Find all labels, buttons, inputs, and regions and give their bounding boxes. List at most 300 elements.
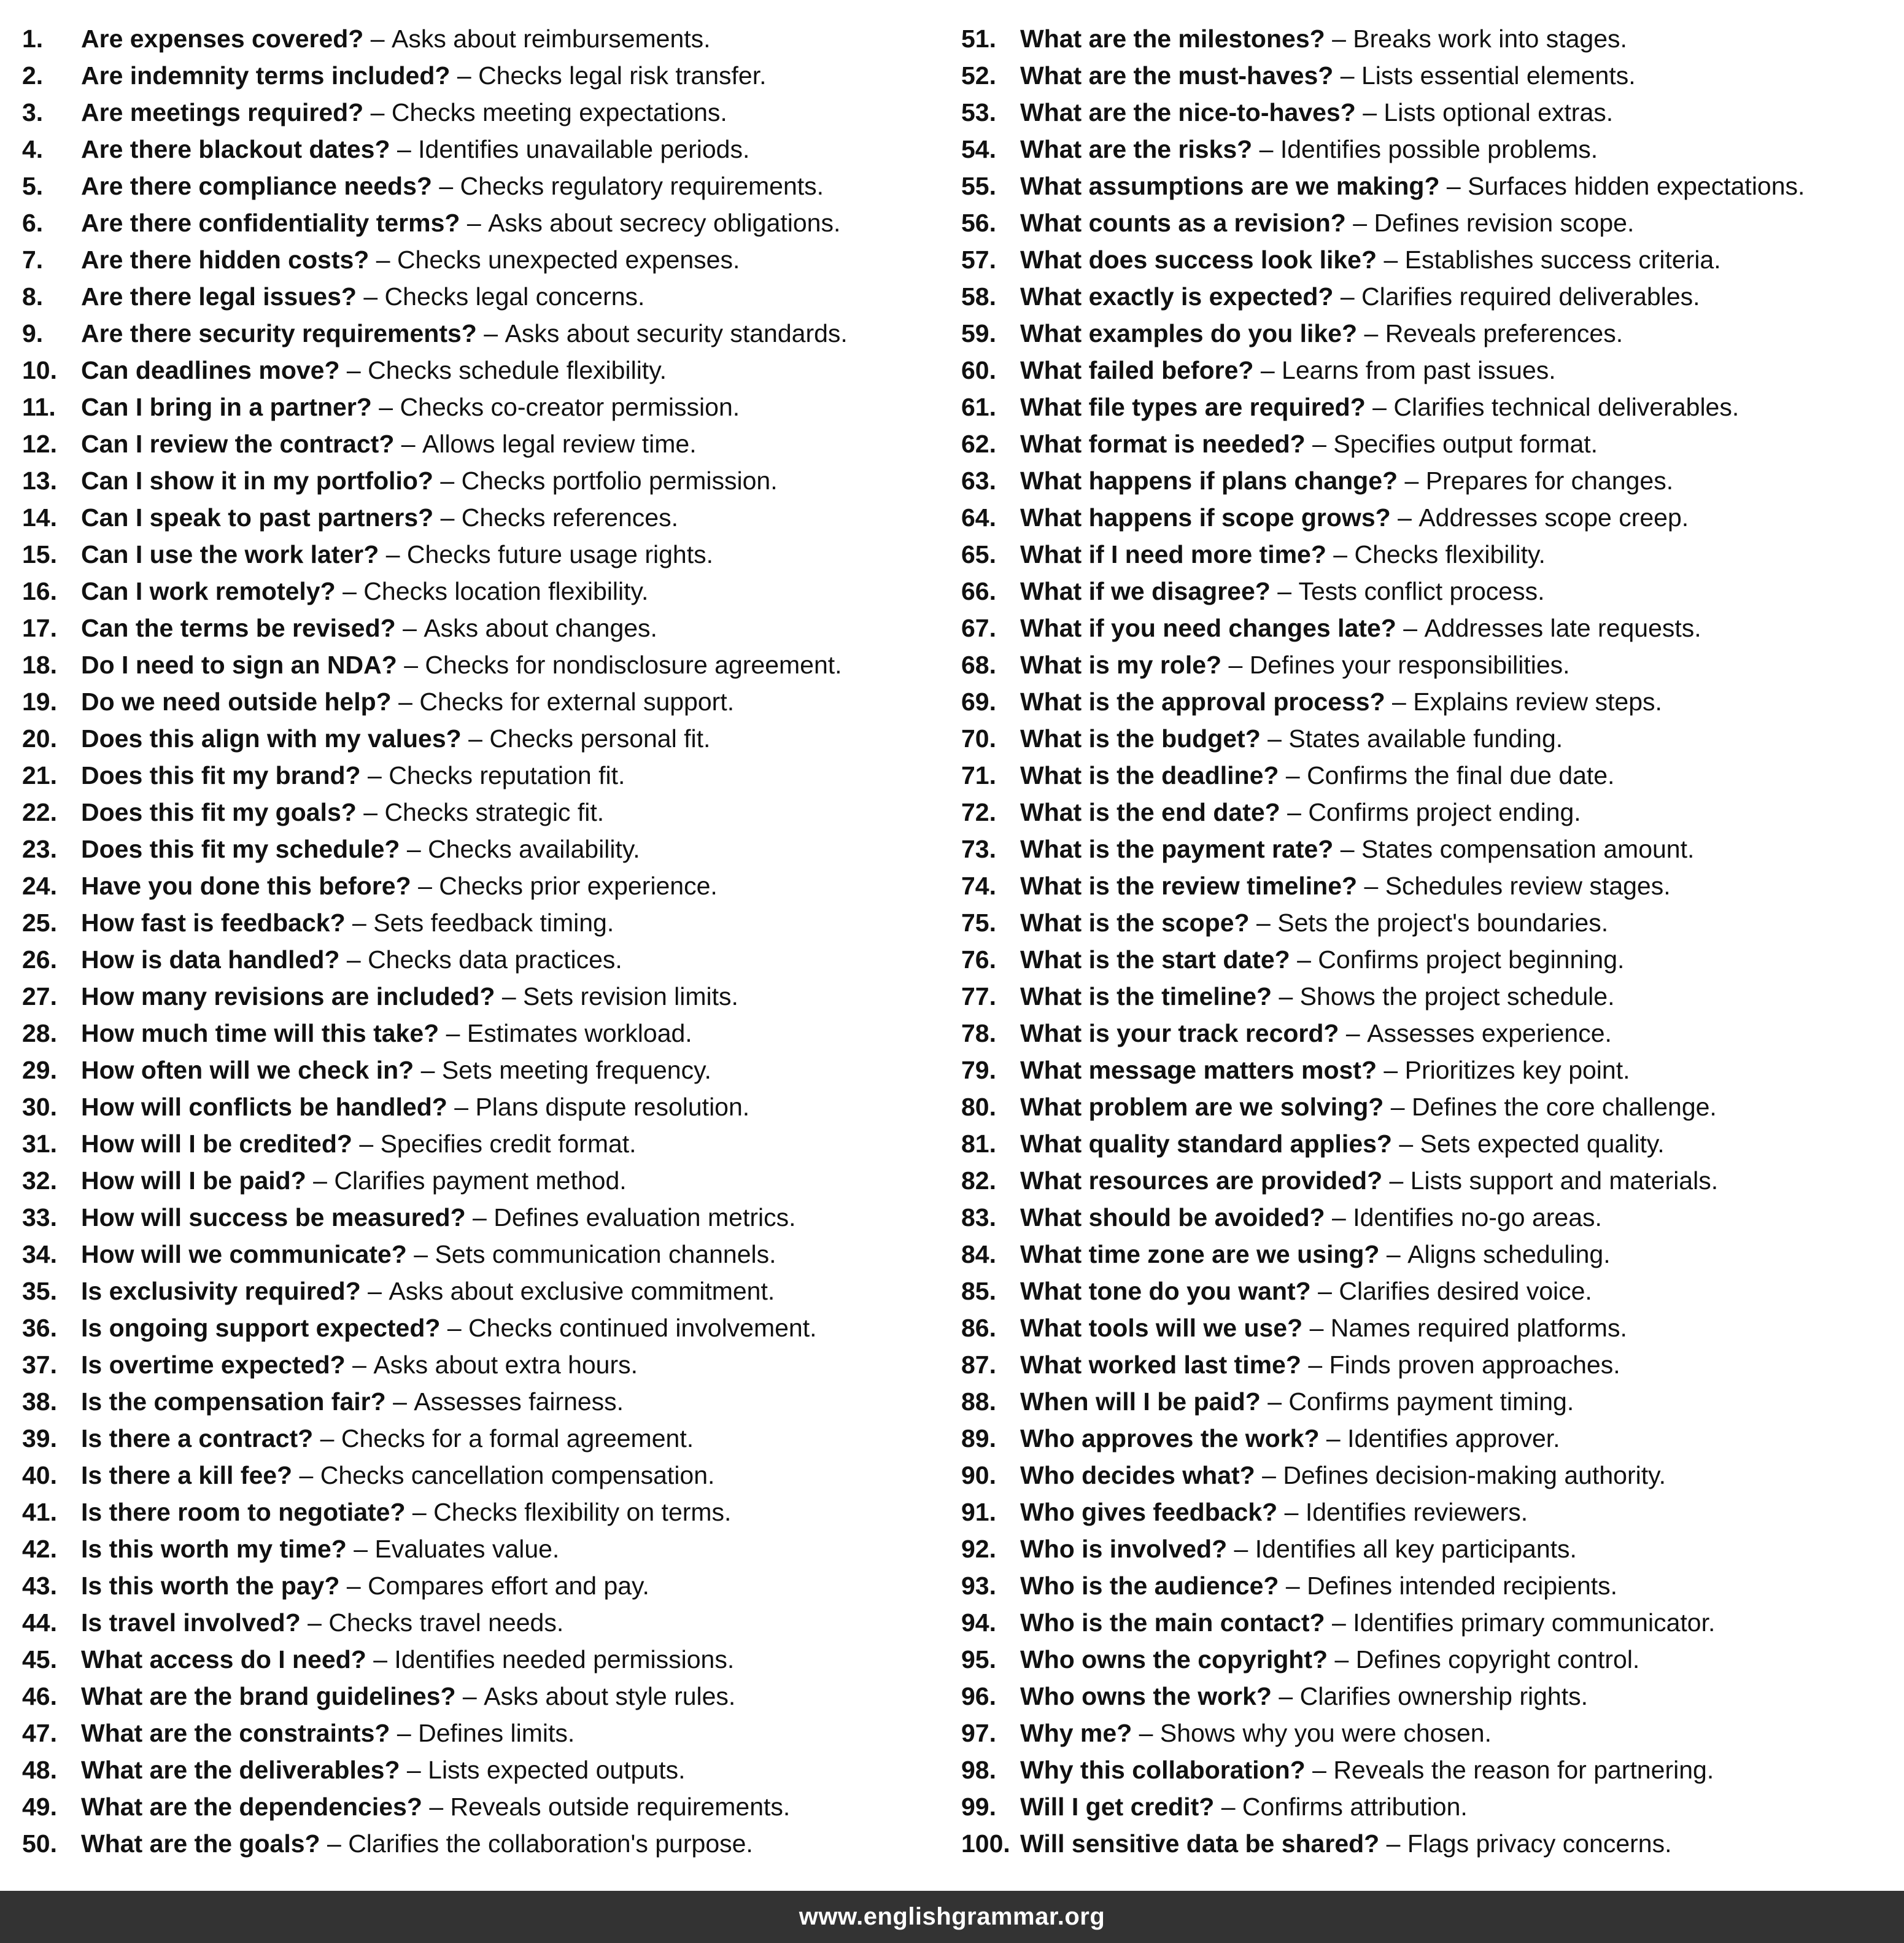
item-number: 87.	[961, 1351, 996, 1379]
item-number: 67.	[961, 614, 996, 642]
item-description: Defines revision scope.	[1374, 209, 1635, 237]
item-number: 84.	[961, 1240, 996, 1268]
item-separator: –	[385, 540, 400, 568]
item-question: When will I be paid?	[1020, 1387, 1261, 1416]
list-item	[961, 1236, 1894, 1273]
item-number: 18.	[22, 651, 57, 679]
item-separator: –	[393, 1387, 407, 1416]
item-question: What is my role?	[1020, 651, 1222, 679]
list-item	[961, 389, 1894, 425]
item-description: Checks regulatory requirements.	[460, 172, 824, 200]
item-description: Checks co-creator permission.	[400, 393, 740, 421]
item-question: Who gives feedback?	[1020, 1498, 1278, 1526]
item-question: Is the compensation fair?	[81, 1387, 386, 1416]
item-question: What should be avoided?	[1020, 1203, 1325, 1231]
item-description: Sets feedback timing.	[373, 909, 614, 937]
item-separator: –	[1260, 356, 1275, 384]
item-number: 17.	[22, 614, 57, 642]
item-description: Checks availability.	[428, 835, 640, 863]
item-number: 41.	[22, 1498, 57, 1526]
item-description: Clarifies ownership rights.	[1299, 1682, 1589, 1710]
item-number: 47.	[22, 1719, 57, 1747]
list-item	[22, 941, 943, 978]
list-item	[22, 1530, 943, 1567]
item-question: Do I need to sign an NDA?	[81, 651, 397, 679]
list-item	[961, 941, 1894, 978]
item-separator: –	[1363, 98, 1377, 126]
item-description: Confirms project beginning.	[1318, 945, 1625, 974]
list-item	[22, 1052, 943, 1088]
item-separator: –	[406, 835, 421, 863]
item-number: 73.	[961, 835, 996, 863]
item-number: 21.	[22, 761, 57, 789]
item-separator: –	[1386, 1240, 1401, 1268]
item-description: Lists optional extras.	[1383, 98, 1614, 126]
list-item	[22, 1199, 943, 1236]
list-item	[22, 389, 943, 425]
item-question: What is the review timeline?	[1020, 872, 1358, 900]
item-separator: –	[501, 982, 516, 1010]
item-question: Is travel involved?	[81, 1608, 301, 1637]
item-question: How is data handled?	[81, 945, 340, 974]
item-description: Identifies primary communicator.	[1353, 1608, 1716, 1637]
list-item	[22, 1383, 943, 1420]
item-description: Asks about security standards.	[505, 319, 848, 347]
item-question: Is this worth my time?	[81, 1535, 347, 1563]
item-question: What exactly is expected?	[1020, 282, 1334, 311]
item-separator: –	[418, 872, 432, 900]
item-description: Explains review steps.	[1413, 688, 1662, 716]
item-description: Checks flexibility.	[1354, 540, 1546, 568]
item-question: Who decides what?	[1020, 1461, 1255, 1489]
item-question: Can deadlines move?	[81, 356, 340, 384]
list-item	[961, 1199, 1894, 1236]
item-separator: –	[1386, 1829, 1401, 1858]
list-item	[22, 1641, 943, 1678]
list-item	[961, 1420, 1894, 1457]
item-question: How many revisions are included?	[81, 982, 495, 1010]
list-item	[22, 1788, 943, 1825]
item-question: What are the risks?	[1020, 135, 1253, 163]
item-number: 37.	[22, 1351, 57, 1379]
list-item	[961, 1125, 1894, 1162]
item-number: 72.	[961, 798, 996, 826]
item-number: 88.	[961, 1387, 996, 1416]
item-separator: –	[313, 1166, 327, 1195]
item-separator: –	[440, 503, 455, 532]
item-description: Checks travel needs.	[328, 1608, 564, 1637]
item-description: Lists support and materials.	[1410, 1166, 1719, 1195]
item-separator: –	[379, 393, 393, 421]
list-item	[961, 1641, 1894, 1678]
item-question: Why me?	[1020, 1719, 1132, 1747]
list-item	[961, 1457, 1894, 1494]
item-question: Are expenses covered?	[81, 25, 364, 53]
item-separator: –	[1353, 209, 1368, 237]
item-number: 48.	[22, 1756, 57, 1784]
item-description: Asks about reimbursements.	[391, 25, 711, 53]
item-number: 14.	[22, 503, 57, 532]
item-question: Can I bring in a partner?	[81, 393, 372, 421]
item-number: 82.	[961, 1166, 996, 1195]
item-description: Reveals preferences.	[1385, 319, 1623, 347]
item-description: Identifies possible problems.	[1280, 135, 1598, 163]
item-number: 1.	[22, 25, 44, 53]
item-question: Is overtime expected?	[81, 1351, 346, 1379]
item-question: Are meetings required?	[81, 98, 364, 126]
item-description: States compensation amount.	[1361, 835, 1695, 863]
item-number: 64.	[961, 503, 996, 532]
item-separator: –	[397, 1719, 411, 1747]
item-number: 50.	[22, 1829, 57, 1858]
item-question: Can I show it in my portfolio?	[81, 467, 433, 495]
footer-website[interactable]: www.englishgrammar.org	[799, 1903, 1105, 1930]
item-question: Have you done this before?	[81, 872, 411, 900]
item-question: Are there security requirements?	[81, 319, 477, 347]
list-item	[961, 425, 1894, 462]
item-separator: –	[454, 1093, 469, 1121]
item-number: 9.	[22, 319, 44, 347]
item-description: Defines copyright control.	[1355, 1645, 1640, 1673]
item-question: Can I work remotely?	[81, 577, 336, 605]
item-number: 69.	[961, 688, 996, 716]
item-description: Confirms project ending.	[1308, 798, 1581, 826]
item-number: 22.	[22, 798, 57, 826]
item-number: 32.	[22, 1166, 57, 1195]
item-number: 79.	[961, 1056, 996, 1084]
item-separator: –	[1297, 945, 1311, 974]
item-question: What are the dependencies?	[81, 1793, 422, 1821]
item-separator: –	[468, 724, 482, 753]
item-question: Will sensitive data be shared?	[1020, 1829, 1380, 1858]
item-separator: –	[1389, 1166, 1404, 1195]
item-description: Specifies output format.	[1333, 430, 1598, 458]
item-separator: –	[1399, 1130, 1414, 1158]
item-question: How will I be credited?	[81, 1130, 352, 1158]
item-number: 61.	[961, 393, 996, 421]
item-number: 60.	[961, 356, 996, 384]
item-question: What examples do you like?	[1020, 319, 1358, 347]
item-description: Aligns scheduling.	[1407, 1240, 1611, 1268]
list-item	[22, 794, 943, 831]
item-description: Checks legal risk transfer.	[478, 61, 767, 90]
item-description: Confirms attribution.	[1242, 1793, 1468, 1821]
item-number: 74.	[961, 872, 996, 900]
item-separator: –	[439, 172, 454, 200]
item-question: What if I need more time?	[1020, 540, 1326, 568]
item-number: 44.	[22, 1608, 57, 1637]
item-separator: –	[1221, 1793, 1236, 1821]
item-number: 29.	[22, 1056, 57, 1084]
list-item	[22, 1273, 943, 1309]
item-question: Who is the audience?	[1020, 1572, 1279, 1600]
list-item	[961, 610, 1894, 646]
item-number: 92.	[961, 1535, 996, 1563]
item-question: Who is the main contact?	[1020, 1608, 1325, 1637]
item-description: Asks about secrecy obligations.	[488, 209, 841, 237]
item-separator: –	[1364, 872, 1379, 900]
item-separator: –	[376, 246, 390, 274]
item-question: Is ongoing support expected?	[81, 1314, 441, 1342]
list-item	[22, 573, 943, 610]
item-number: 49.	[22, 1793, 57, 1821]
item-description: Checks strategic fit.	[384, 798, 605, 826]
list-item	[22, 315, 943, 352]
item-description: Checks flexibility on terms.	[433, 1498, 732, 1526]
item-question: What if we disagree?	[1020, 577, 1271, 605]
list-item	[22, 241, 943, 278]
list-item	[22, 536, 943, 573]
item-question: Will I get credit?	[1020, 1793, 1215, 1821]
item-question: What is the approval process?	[1020, 688, 1385, 716]
list-item	[961, 1346, 1894, 1383]
item-question: What tone do you want?	[1020, 1277, 1311, 1305]
item-description: Checks legal concerns.	[384, 282, 645, 311]
item-number: 35.	[22, 1277, 57, 1305]
item-question: What happens if scope grows?	[1020, 503, 1391, 532]
item-number: 95.	[961, 1645, 996, 1673]
item-separator: –	[440, 467, 455, 495]
list-item	[22, 1825, 943, 1862]
item-number: 65.	[961, 540, 996, 568]
item-number: 55.	[961, 172, 996, 200]
list-item	[961, 352, 1894, 389]
item-description: Reveals outside requirements.	[450, 1793, 791, 1821]
item-number: 26.	[22, 945, 57, 974]
item-number: 90.	[961, 1461, 996, 1489]
item-number: 77.	[961, 982, 996, 1010]
item-number: 10.	[22, 356, 57, 384]
item-separator: –	[1345, 1019, 1360, 1047]
list-item	[22, 683, 943, 720]
list-item	[961, 315, 1894, 352]
item-number: 98.	[961, 1756, 996, 1784]
item-question: What if you need changes late?	[1020, 614, 1396, 642]
list-item	[961, 831, 1894, 867]
item-separator: –	[327, 1829, 341, 1858]
item-question: What does success look like?	[1020, 246, 1377, 274]
list-item	[22, 831, 943, 867]
item-description: Addresses scope creep.	[1418, 503, 1689, 532]
item-number: 39.	[22, 1424, 57, 1452]
list-item	[22, 1604, 943, 1641]
list-item	[22, 757, 943, 794]
item-description: Identifies all key participants.	[1255, 1535, 1577, 1563]
list-item	[961, 462, 1894, 499]
item-question: Are there compliance needs?	[81, 172, 432, 200]
item-description: Estimates workload.	[466, 1019, 692, 1047]
item-description: Checks schedule flexibility.	[368, 356, 667, 384]
item-question: How often will we check in?	[81, 1056, 414, 1084]
item-separator: –	[320, 1424, 335, 1452]
item-separator: –	[359, 1130, 374, 1158]
item-question: What happens if plans change?	[1020, 467, 1398, 495]
item-separator: –	[473, 1203, 487, 1231]
item-separator: –	[1326, 1424, 1341, 1452]
item-description: Defines the core challenge.	[1411, 1093, 1717, 1121]
item-number: 99.	[961, 1793, 996, 1821]
item-number: 68.	[961, 651, 996, 679]
item-question: What time zone are we using?	[1020, 1240, 1380, 1268]
list-item	[961, 573, 1894, 610]
item-description: Tests conflict process.	[1298, 577, 1545, 605]
item-separator: –	[1332, 25, 1346, 53]
item-number: 86.	[961, 1314, 996, 1342]
list-item	[961, 204, 1894, 241]
item-number: 66.	[961, 577, 996, 605]
item-number: 71.	[961, 761, 996, 789]
item-separator: –	[484, 319, 498, 347]
item-number: 91.	[961, 1498, 996, 1526]
item-number: 78.	[961, 1019, 996, 1047]
item-number: 58.	[961, 282, 996, 311]
item-number: 94.	[961, 1608, 996, 1637]
item-separator: –	[1262, 1461, 1276, 1489]
item-description: Defines your responsibilities.	[1249, 651, 1570, 679]
item-question: Can I speak to past partners?	[81, 503, 434, 532]
list-item	[961, 1052, 1894, 1088]
item-separator: –	[346, 356, 361, 384]
item-separator: –	[462, 1682, 477, 1710]
item-number: 43.	[22, 1572, 57, 1600]
list-item	[22, 204, 943, 241]
item-separator: –	[412, 1498, 427, 1526]
list-item	[22, 425, 943, 462]
item-separator: –	[1256, 909, 1271, 937]
item-number: 31.	[22, 1130, 57, 1158]
item-separator: –	[346, 1572, 361, 1600]
item-description: Sets expected quality.	[1420, 1130, 1665, 1158]
list-item	[22, 462, 943, 499]
list-item	[22, 610, 943, 646]
item-description: Surfaces hidden expectations.	[1468, 172, 1805, 200]
item-separator: –	[1398, 503, 1412, 532]
item-description: Identifies reviewers.	[1305, 1498, 1528, 1526]
item-number: 80.	[961, 1093, 996, 1121]
list-item	[961, 1530, 1894, 1567]
list-item	[22, 904, 943, 941]
item-description: Prioritizes key point.	[1404, 1056, 1630, 1084]
item-description: Confirms the final due date.	[1307, 761, 1615, 789]
item-description: Checks reputation fit.	[389, 761, 625, 789]
list-item	[961, 168, 1894, 204]
item-number: 56.	[961, 209, 996, 237]
list-item	[22, 1346, 943, 1383]
list-item	[961, 646, 1894, 683]
item-description: Reveals the reason for partnering.	[1333, 1756, 1714, 1784]
list-item	[22, 1088, 943, 1125]
item-question: What message matters most?	[1020, 1056, 1377, 1084]
list-item	[961, 1825, 1894, 1862]
item-number: 76.	[961, 945, 996, 974]
item-question: Is there room to negotiate?	[81, 1498, 406, 1526]
item-description: Checks location flexibility.	[363, 577, 649, 605]
item-question: What file types are required?	[1020, 393, 1366, 421]
item-separator: –	[446, 1019, 460, 1047]
list-item	[961, 1567, 1894, 1604]
list-item	[961, 131, 1894, 168]
item-separator: –	[308, 1608, 322, 1637]
item-separator: –	[1312, 1756, 1326, 1784]
item-separator: –	[1267, 1387, 1282, 1416]
list-item	[961, 1309, 1894, 1346]
item-description: Allows legal review time.	[422, 430, 697, 458]
item-description: Asks about exclusive commitment.	[389, 1277, 775, 1305]
item-separator: –	[1340, 282, 1355, 311]
list-item	[961, 94, 1894, 131]
item-question: What resources are provided?	[1020, 1166, 1383, 1195]
list-item	[961, 1015, 1894, 1052]
item-question: Does this fit my schedule?	[81, 835, 400, 863]
item-number: 83.	[961, 1203, 996, 1231]
item-number: 81.	[961, 1130, 996, 1158]
item-question: Is there a contract?	[81, 1424, 314, 1452]
item-question: Who is involved?	[1020, 1535, 1228, 1563]
item-separator: –	[1333, 540, 1348, 568]
item-description: Checks for external support.	[419, 688, 735, 716]
list-item	[22, 1494, 943, 1530]
item-description: Checks prior experience.	[439, 872, 718, 900]
item-description: Plans dispute resolution.	[475, 1093, 750, 1121]
item-question: What quality standard applies?	[1020, 1130, 1392, 1158]
item-number: 57.	[961, 246, 996, 274]
item-separator: –	[352, 1351, 366, 1379]
item-question: What is the timeline?	[1020, 982, 1272, 1010]
list-item	[22, 1125, 943, 1162]
item-separator: –	[397, 135, 411, 163]
list-item	[22, 278, 943, 315]
item-number: 11.	[22, 393, 56, 421]
item-number: 20.	[22, 724, 57, 753]
item-description: Asks about extra hours.	[373, 1351, 638, 1379]
item-separator: –	[1404, 467, 1419, 495]
item-separator: –	[342, 577, 357, 605]
item-question: Can I review the contract?	[81, 430, 395, 458]
item-question: Are there legal issues?	[81, 282, 357, 311]
list-item	[22, 1015, 943, 1052]
item-separator: –	[1390, 1093, 1405, 1121]
item-separator: –	[1383, 1056, 1398, 1084]
item-description: Confirms payment timing.	[1288, 1387, 1574, 1416]
item-description: Checks for nondisclosure agreement.	[425, 651, 842, 679]
item-description: Shows why you were chosen.	[1159, 1719, 1492, 1747]
item-separator: –	[1372, 393, 1387, 421]
item-description: Clarifies technical deliverables.	[1393, 393, 1740, 421]
item-separator: –	[370, 98, 385, 126]
item-question: How fast is feedback?	[81, 909, 346, 937]
item-description: Specifies credit format.	[380, 1130, 637, 1158]
item-description: Checks portfolio permission.	[461, 467, 778, 495]
item-separator: –	[1318, 1277, 1332, 1305]
item-number: 51.	[961, 25, 996, 53]
list-item	[961, 720, 1894, 757]
item-number: 93.	[961, 1572, 996, 1600]
item-separator: –	[1139, 1719, 1153, 1747]
item-description: Schedules review stages.	[1385, 872, 1671, 900]
item-description: Learns from past issues.	[1282, 356, 1556, 384]
item-separator: –	[401, 430, 416, 458]
list-item	[22, 1678, 943, 1715]
item-question: What are the deliverables?	[81, 1756, 400, 1784]
item-number: 96.	[961, 1682, 996, 1710]
item-question: What are the constraints?	[81, 1719, 390, 1747]
item-number: 15.	[22, 540, 57, 568]
item-separator: –	[1331, 1203, 1346, 1231]
item-number: 85.	[961, 1277, 996, 1305]
item-question: What worked last time?	[1020, 1351, 1301, 1379]
item-number: 54.	[961, 135, 996, 163]
item-question: What counts as a revision?	[1020, 209, 1346, 237]
